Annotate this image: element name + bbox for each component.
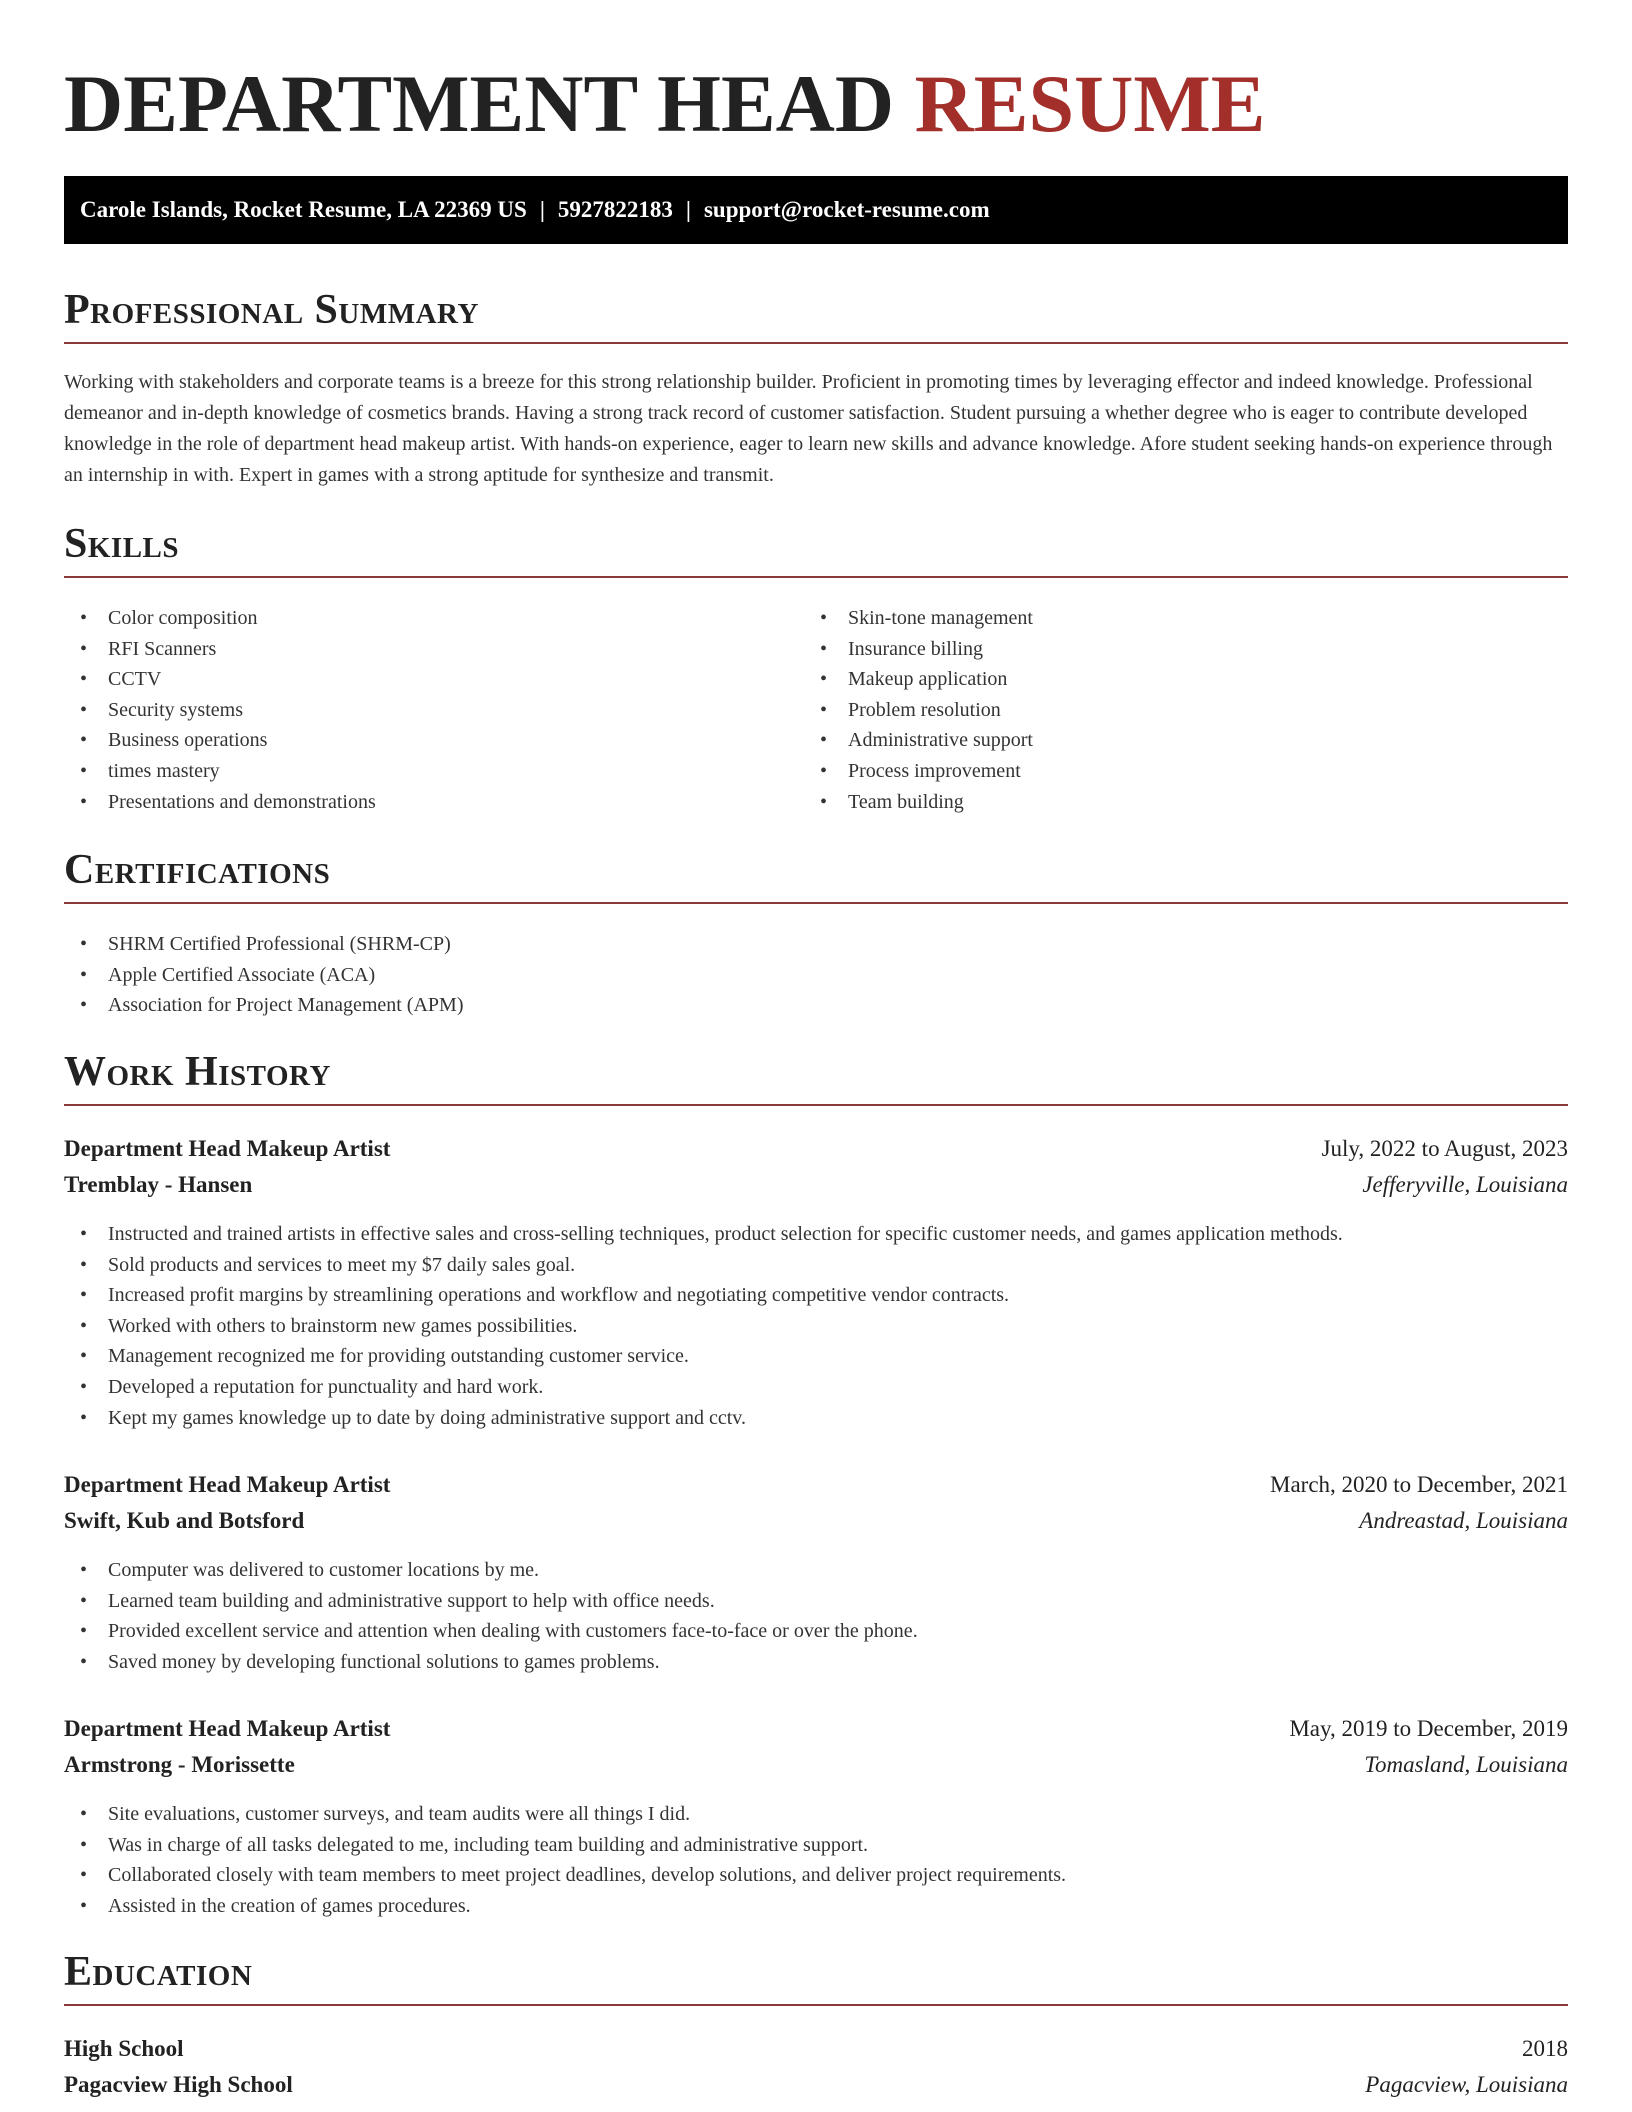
skill-item: • Insurance billing — [804, 634, 1544, 665]
duty-item: • Was in charge of all tasks delegated to me, including team building and administrative support. — [64, 1830, 1568, 1861]
job-location: Jefferyville, Louisiana — [1362, 1172, 1568, 1197]
certification-item: • SHRM Certified Professional (SHRM-CP) — [64, 929, 1568, 960]
skill-item: • times mastery — [64, 756, 804, 787]
skill-item: • Problem resolution — [804, 695, 1544, 726]
duty-item: • Management recognized me for providing outstanding customer service. — [64, 1341, 1568, 1372]
contact-email: support@rocket-resume.com — [703, 197, 990, 222]
skill-item: • Color composition — [64, 603, 804, 634]
duty-item: • Saved money by developing functional solutions to games problems. — [64, 1647, 1568, 1678]
job-location: Andreastad, Louisiana — [1359, 1508, 1568, 1533]
duty-item: • Increased profit margins by streamlining operations and workflow and negotiating competitive vendor contracts. — [64, 1280, 1568, 1311]
education-year: 2018 — [1522, 2036, 1568, 2061]
job-dates: July, 2022 to August, 2023 — [1321, 1136, 1568, 1161]
skills-list-left — [64, 603, 804, 817]
skill-item: • Presentations and demonstrations — [64, 787, 804, 818]
duty-item: • Computer was delivered to customer locations by me. — [64, 1555, 1568, 1586]
education-degree: High School — [64, 2036, 184, 2061]
skills-list-right — [804, 603, 1544, 817]
job-duties — [64, 1219, 1568, 1433]
job-duties — [64, 1799, 1568, 1921]
duty-item: • Worked with others to brainstorm new games possibilities. — [64, 1311, 1568, 1342]
skill-item: • Process improvement — [804, 756, 1544, 787]
title-main: DEPARTMENT HEAD — [64, 58, 915, 149]
job-title: Department Head Makeup Artist — [64, 1472, 391, 1497]
skill-item: • Business operations — [64, 725, 804, 756]
job-company: Armstrong - Morissette — [64, 1752, 295, 1777]
duty-item: • Site evaluations, customer surveys, and team audits were all things I did. — [64, 1799, 1568, 1830]
contact-phone: 5927822183 — [557, 197, 673, 222]
certification-item: • Apple Certified Associate (ACA) — [64, 960, 1568, 991]
certifications-heading: Certifications — [64, 844, 1568, 904]
duty-item: • Kept my games knowledge up to date by doing administrative support and cctv. — [64, 1403, 1568, 1434]
duty-item: • Assisted in the creation of games procedures. — [64, 1891, 1568, 1922]
duty-item: • Instructed and trained artists in effective sales and cross-selling techniques, product selection for specific customer needs, and games application methods. — [64, 1219, 1568, 1250]
job-duties — [64, 1555, 1568, 1677]
skills-heading: Skills — [64, 518, 1568, 578]
job-location: Tomasland, Louisiana — [1364, 1752, 1568, 1777]
skill-item: • Skin-tone management — [804, 603, 1544, 634]
skill-item: • Security systems — [64, 695, 804, 726]
duty-item: • Learned team building and administrative support to help with office needs. — [64, 1586, 1568, 1617]
skill-item: • Makeup application — [804, 664, 1544, 695]
duty-item: • Provided excellent service and attention when dealing with customers face-to-face or over the phone. — [64, 1616, 1568, 1647]
duty-item: • Developed a reputation for punctuality and hard work. — [64, 1372, 1568, 1403]
job-company: Swift, Kub and Botsford — [64, 1508, 305, 1533]
skill-item: • CCTV — [64, 664, 804, 695]
skill-item: • RFI Scanners — [64, 634, 804, 665]
certification-item: • Association for Project Management (APM) — [64, 990, 1568, 1021]
education-heading: Education — [64, 1946, 1568, 2006]
duty-item: • Collaborated closely with team members to meet project deadlines, develop solutions, and deliver project requirements. — [64, 1860, 1568, 1891]
title-accent: RESUME — [914, 58, 1266, 149]
job-title: Department Head Makeup Artist — [64, 1716, 391, 1741]
contact-separator: | — [685, 197, 691, 222]
summary-text: Working with stakeholders and corporate teams is a breeze for this strong relationship builder. Proficient in promoting times by leveraging effector and indeed knowledge. Professional demeanor and in-depth knowledge of cosmetics brands. Having a strong track record of customer satisfaction. Student pursuing a whether degree who is eager to contribute developed knowledge in the role of department head makeup artist. With hands-on experience, eager to learn new skills and advance knowledge. Afore student seeking hands-on experience through an internship in with. Expert in games with a strong aptitude for synthesize and transmit. — [64, 371, 1553, 486]
work-history-heading: Work History — [64, 1046, 1568, 1106]
resume-title — [64, 56, 1265, 152]
education-school: Pagacview High School — [64, 2072, 293, 2097]
duty-item: • Sold products and services to meet my $7 daily sales goal. — [64, 1250, 1568, 1281]
job-dates: May, 2019 to December, 2019 — [1289, 1716, 1568, 1741]
job-company: Tremblay - Hansen — [64, 1172, 253, 1197]
job-title: Department Head Makeup Artist — [64, 1136, 391, 1161]
contact-separator: | — [539, 197, 545, 222]
certifications-list — [64, 929, 1568, 1021]
contact-bar — [64, 176, 1568, 244]
contact-address: Carole Islands, Rocket Resume, LA 22369 US — [80, 197, 527, 222]
skill-item: • Team building — [804, 787, 1544, 818]
education-location: Pagacview, Louisiana — [1365, 2072, 1568, 2097]
summary-heading: Professional Summary — [64, 284, 1568, 344]
job-dates: March, 2020 to December, 2021 — [1270, 1472, 1568, 1497]
skill-item: • Administrative support — [804, 725, 1544, 756]
